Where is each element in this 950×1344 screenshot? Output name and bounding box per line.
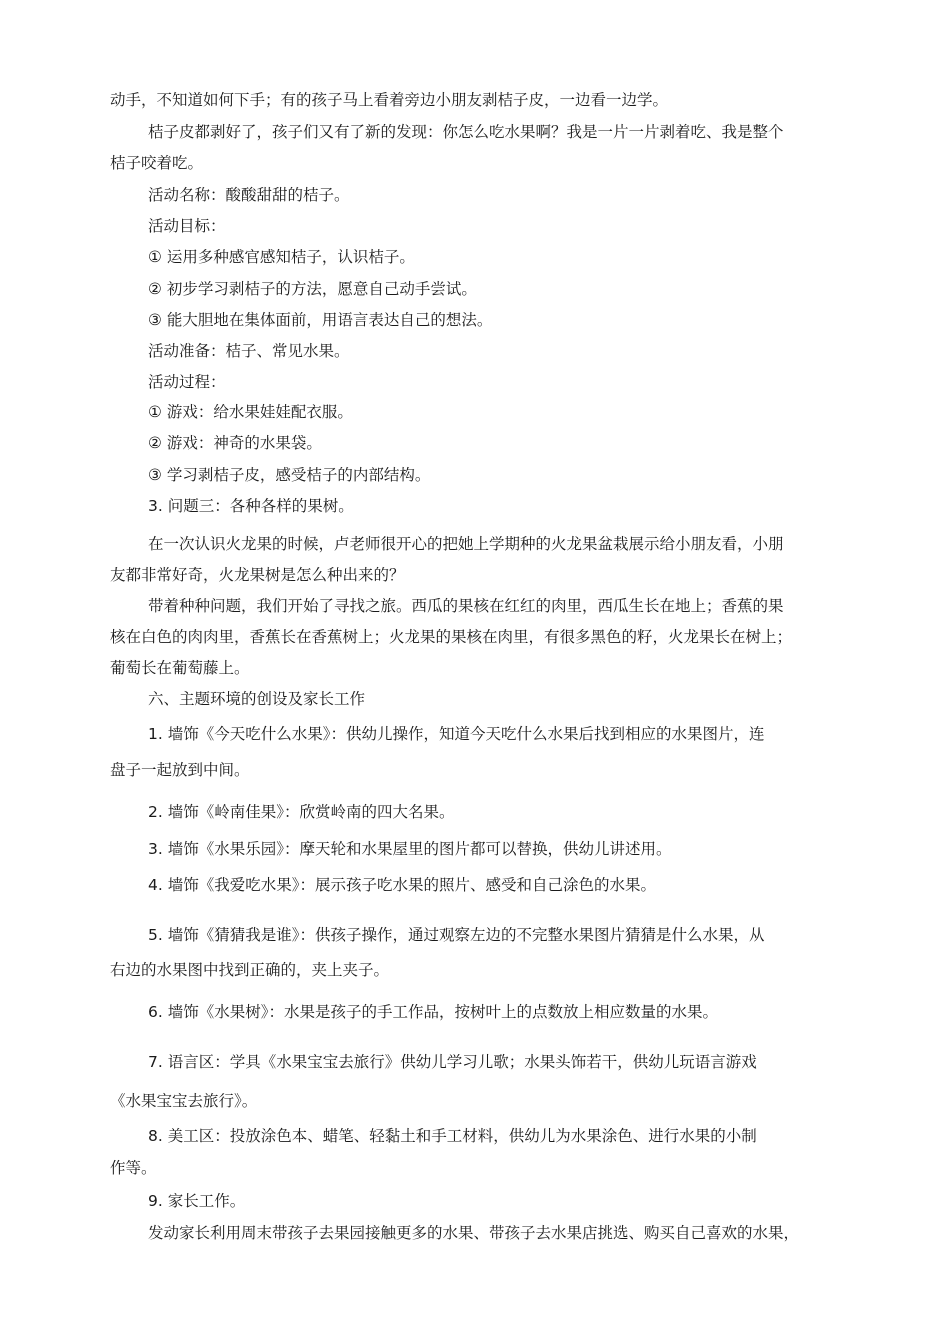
- list-item: ③ 能大胆地在集体面前，用语言表达自己的想法。: [148, 311, 493, 329]
- text-line: 活动名称：酸酸甜甜的桔子。: [148, 186, 350, 204]
- text-line: 活动过程：: [148, 373, 226, 391]
- list-item: 3. 墙饰《水果乐园》：摩天轮和水果屋里的图片都可以替换，供幼儿讲述用。: [148, 840, 672, 858]
- list-item: ③ 学习剥桔子皮，感受桔子的内部结构。: [148, 466, 431, 484]
- text-line: 发动家长利用周末带孩子去果园接触更多的水果、带孩子去水果店挑选、购买自己喜欢的水果，: [148, 1224, 800, 1242]
- text-line: 在一次认识火龙果的时候，卢老师很开心的把她上学期种的火龙果盆栽展示给小朋友看，小朋: [148, 535, 784, 553]
- text-line: 桔子咬着吃。: [110, 154, 204, 172]
- text-line: 《水果宝宝去旅行》。: [110, 1092, 258, 1110]
- list-item: 7. 语言区：学具《水果宝宝去旅行》供幼儿学习儿歌；水果头饰若干，供幼儿玩语言游戏: [148, 1053, 757, 1071]
- text-line: 盘子一起放到中间。: [110, 761, 250, 779]
- text-line: 作等。: [110, 1159, 157, 1177]
- text-line: 核在白色的肉肉里，香蕉长在香蕉树上；火龙果的果核在肉里，有很多黑色的籽，火龙果长在树上；: [110, 628, 793, 646]
- list-item: 8. 美工区：投放涂色本、蜡笔、轻黏土和手工材料，供幼儿为水果涂色、进行水果的小制: [148, 1127, 757, 1145]
- list-item: 1. 墙饰《今天吃什么水果》：供幼儿操作，知道今天吃什么水果后找到相应的水果图片，连: [148, 725, 765, 743]
- list-item: 9. 家长工作。: [148, 1192, 246, 1210]
- text-line: 葡萄长在葡萄藤上。: [110, 659, 250, 677]
- list-item: 6. 墙饰《水果树》：水果是孩子的手工作品，按树叶上的点数放上相应数量的水果。: [148, 1003, 718, 1021]
- list-item: 5. 墙饰《猜猜我是谁》：供孩子操作，通过观察左边的不完整水果图片猜猜是什么水果，从: [148, 926, 765, 944]
- text-line: 活动目标：: [148, 217, 226, 235]
- list-item: ② 游戏：神奇的水果袋。: [148, 434, 322, 452]
- list-item: ② 初步学习剥桔子的方法，愿意自己动手尝试。: [148, 280, 477, 298]
- text-line: 活动准备：桔子、常见水果。: [148, 342, 350, 360]
- section-heading: 3. 问题三：各种各样的果树。: [148, 497, 354, 515]
- text-line: 带着种种问题，我们开始了寻找之旅。西瓜的果核在红红的肉里，西瓜生长在地上；香蕉的果: [148, 597, 784, 615]
- list-item: ① 游戏：给水果娃娃配衣服。: [148, 403, 353, 421]
- text-line: 友都非常好奇，火龙果树是怎么种出来的？: [110, 566, 405, 584]
- text-line: 动手，不知道如何下手；有的孩子马上看着旁边小朋友剥桔子皮，一边看一边学。: [110, 91, 669, 109]
- section-heading: 六、主题环境的创设及家长工作: [148, 690, 366, 708]
- text-line: 桔子皮都剥好了，孩子们又有了新的发现：你怎么吃水果啊？我是一片一片剥着吃、我是整个: [148, 123, 784, 141]
- list-item: 4. 墙饰《我爱吃水果》：展示孩子吃水果的照片、感受和自己涂色的水果。: [148, 876, 656, 894]
- list-item: 2. 墙饰《岭南佳果》：欣赏岭南的四大名果。: [148, 803, 455, 821]
- text-line: 右边的水果图中找到正确的，夹上夹子。: [110, 961, 390, 979]
- list-item: ① 运用多种感官感知桔子，认识桔子。: [148, 248, 415, 266]
